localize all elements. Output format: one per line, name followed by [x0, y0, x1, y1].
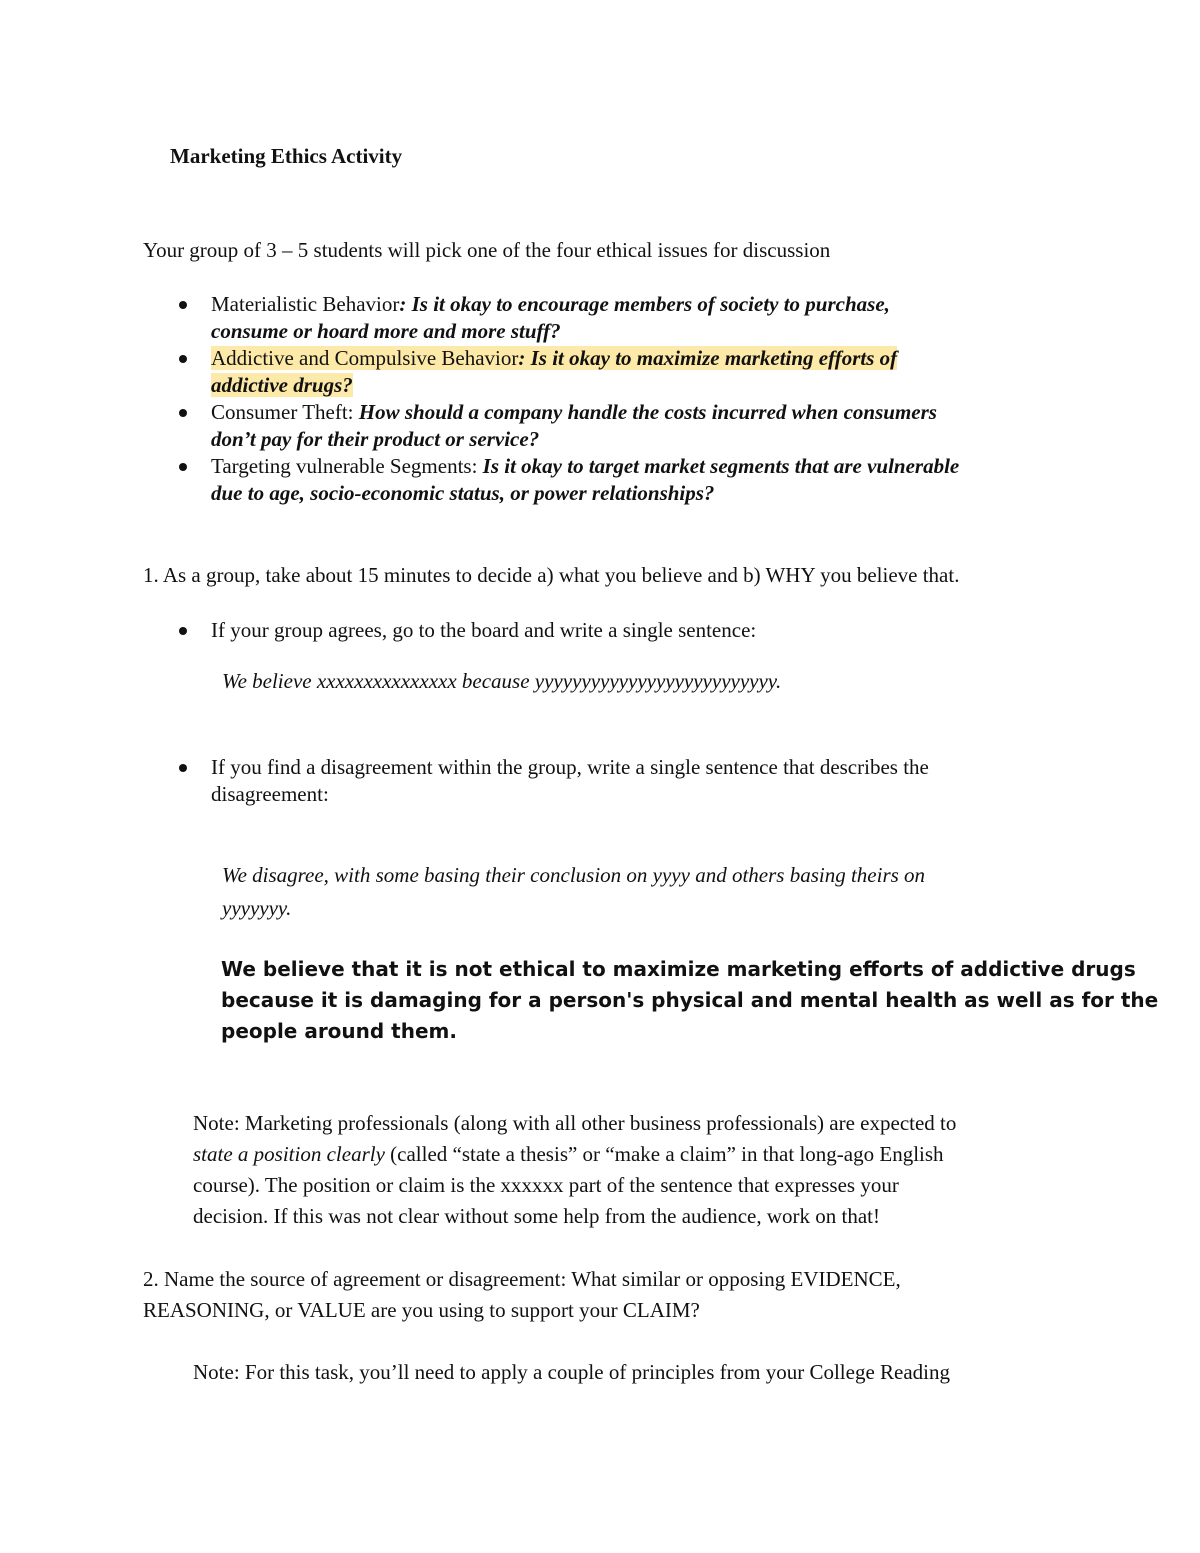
- agree-bullet-text: If your group agrees, go to the board and write a single sentence:: [211, 618, 757, 642]
- note-2-text: Note: For this task, you’ll need to apply a couple of principles from your College Reading: [193, 1360, 951, 1384]
- note-1-line4: decision. If this was not clear without some help from the audience, work on that!: [193, 1204, 880, 1228]
- bullet-icon: [179, 301, 187, 309]
- bullet-icon: [179, 627, 187, 635]
- step-2-line1: 2. Name the source of agreement or disagreement: What similar or opposing EVIDENCE,: [143, 1267, 901, 1291]
- issue-label: Targeting vulnerable Segments:: [211, 454, 478, 478]
- disagree-bullet-line1: If you find a disagreement within the group, write a single sentence that describes the: [211, 755, 929, 779]
- issue-question: Is it okay to target market segments that are vulnerable: [477, 454, 960, 478]
- document-title: Marketing Ethics Activity: [170, 144, 403, 168]
- issue-4-line2: due to age, socio-economic status, or power relationships?: [211, 481, 715, 505]
- highlighted-text: [211, 346, 897, 370]
- issue-question: Is it okay to encourage members of society to purchase,: [406, 292, 890, 316]
- bullet-icon: [179, 764, 187, 772]
- issue-question: Is it okay to maximize marketing efforts of: [525, 346, 898, 370]
- highlighted-text: addictive drugs?: [211, 373, 353, 397]
- bullet-icon: [179, 409, 187, 417]
- issue-label: Consumer Theft:: [211, 400, 354, 424]
- issue-1-line2: consume or hoard more and more stuff?: [211, 319, 561, 343]
- agree-template: We believe xxxxxxxxxxxxxxx because yyyyyyyyyyyyyyyyyyyyyyyyyy.: [222, 669, 782, 693]
- note-1-line3: course). The position or claim is the xxxxxx part of the sentence that expresses your: [193, 1173, 899, 1197]
- issue-sep: :: [399, 292, 407, 316]
- issue-label: Addictive and Compulsive Behavior: [211, 346, 519, 370]
- intro-text: Your group of 3 – 5 students will pick one of the four ethical issues for discussion: [143, 238, 831, 262]
- group-answer-line2: because it is damaging for a person's physical and mental health as well as for the: [221, 988, 1159, 1012]
- step-2-line2: REASONING, or VALUE are you using to support your CLAIM?: [143, 1298, 700, 1322]
- disagree-template-line2: yyyyyyy.: [222, 896, 292, 920]
- issue-label: Materialistic Behavior: [211, 292, 400, 316]
- issue-sep: :: [518, 346, 526, 370]
- step-1-text: 1. As a group, take about 15 minutes to decide a) what you believe and b) WHY you believe that.: [143, 563, 960, 587]
- group-answer-line3: people around them.: [221, 1019, 457, 1043]
- bullet-icon: [179, 355, 187, 363]
- note-1-line1: Note: Marketing professionals (along with all other business professionals) are expected to: [193, 1111, 957, 1135]
- issue-2-line2: [211, 372, 353, 399]
- group-answer-line1: We believe that it is not ethical to maximize marketing efforts of addictive drugs: [221, 957, 1136, 981]
- issue-2-line1: [211, 345, 897, 372]
- bullet-icon: [179, 463, 187, 471]
- issue-4-line1: [211, 453, 959, 480]
- note-1-line2-rest: (called “state a thesis” or “make a claim” in that long-ago English: [384, 1142, 944, 1166]
- disagree-bullet-line2: disagreement:: [211, 782, 329, 806]
- issue-3-line1: [211, 399, 937, 426]
- emphasis-text: state a position clearly: [193, 1142, 385, 1166]
- issue-3-line2: don’t pay for their product or service?: [211, 427, 540, 451]
- note-1-line2: [193, 1141, 944, 1168]
- issue-question: How should a company handle the costs incurred when consumers: [353, 400, 937, 424]
- issue-1-line1: [211, 291, 890, 318]
- disagree-template-line1: We disagree, with some basing their conclusion on yyyy and others basing theirs on: [222, 863, 926, 887]
